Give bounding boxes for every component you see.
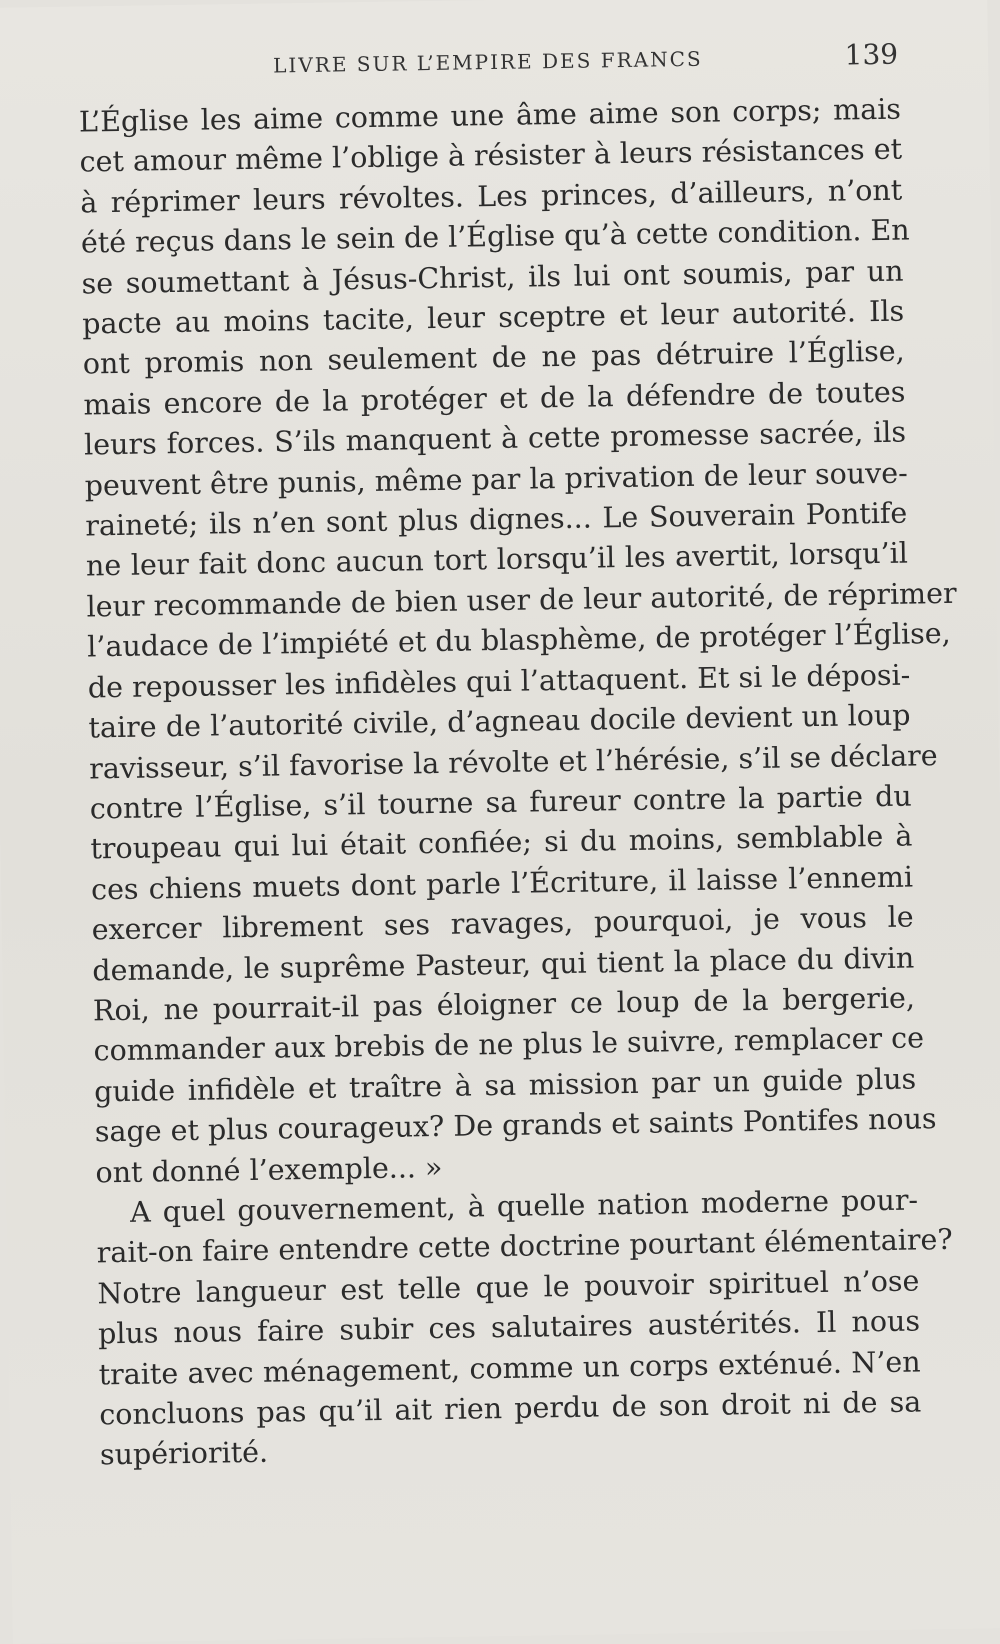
body-text [78,90,957,1477]
running-head: LIVRE SUR L’EMPIRE DES FRANCS [272,46,703,78]
text-line: Roi, ne pourrait-il pas éloigner ce loup de la bergerie, [92,981,916,1028]
text-line: troupeau qui lui était confiée; si du moins, semblable à [90,819,913,866]
text-line: exercer librement ses ravages, pourquoi, je vous le [91,900,914,947]
text-line: ne leur fait donc aucun tort lorsqu’il les avertit, lorsqu’il [85,537,909,583]
text-line: raineté; ils n’en sont plus dignes... Le Souverain Pontife [85,496,908,543]
text-line: sage et plus courageux? De grands et saints Pontifes nous [94,1102,937,1149]
text-line: été reçus dans le sein de l’Église qu’à cette condition. En [80,213,910,260]
text-line: plus nous faire subir ces salutaires austérités. Il nous [97,1304,921,1351]
text-line: taire de l’autorité civile, d’agneau docile devient un loup [88,698,911,745]
text-line: ces chiens muets dont parle l’Écriture, il laisse l’ennemi [90,860,914,907]
text-line: mais encore de la protéger et de la défendre de toutes [83,375,906,422]
text-line: rait-on faire entendre cette doctrine pourtant élémentaire? [96,1223,953,1270]
text-line: traite avec ménagement, comme un corps exténué. N’en [98,1345,921,1391]
paragraph [96,1180,953,1476]
text-line: leurs forces. S’ils manquent à cette promesse sacrée, ils [83,415,907,462]
text-line: à réprimer leurs révoltes. Les princes, d’ailleurs, n’ont [80,173,903,220]
text-line: supériorité. [99,1436,269,1472]
text-line: concluons pas qu’il ait rien perdu de son droit ni de sa [99,1385,922,1432]
text-line: guide infidèle et traître à sa mission par un guide plus [93,1062,917,1109]
text-line: ravisseur, s’il favorise la révolte et l’hérésie, s’il se déclare [88,738,938,785]
text-line: de repousser les infidèles qui l’attaquent. Et si le déposi- [87,658,911,705]
page-header [78,38,899,91]
text-line: demande, le suprême Pasteur, qui tient la place du divin [92,941,915,987]
text-line: leur recommande de bien user de leur autorité, de réprimer [86,576,957,624]
text-line: ont promis non seulement de ne pas détruire l’Église, [82,335,905,381]
text-line: A quel gouvernement, à quelle nation moderne pour- [129,1183,919,1229]
text-line: pacte au moins tacite, leur sceptre et leur autorité. Ils [81,294,905,341]
text-line: L’Église les aime comme une âme aime son corps; mais [78,92,902,139]
text-line: ont donné l’exemple... » [95,1150,443,1189]
text-line: Notre langueur est telle que le pouvoir spirituel n’ose [97,1264,920,1311]
text-line: peuvent être punis, même par la privation de leur souve- [84,456,908,503]
text-line: l’audace de l’impiété et du blasphème, de protéger l’Église, [87,617,951,664]
text-line: commander aux brebis de ne plus le suivre, remplacer ce [93,1021,925,1068]
text-line: cet amour même l’oblige à résister à leurs résistances et [79,133,903,179]
text-line: se soumettant à Jésus-Christ, ils lui ont soumis, par un [81,254,904,301]
page-number: 139 [844,37,899,72]
paragraph [78,90,957,1194]
text-line: contre l’Église, s’il tourne sa fureur contre la partie du [89,779,912,826]
